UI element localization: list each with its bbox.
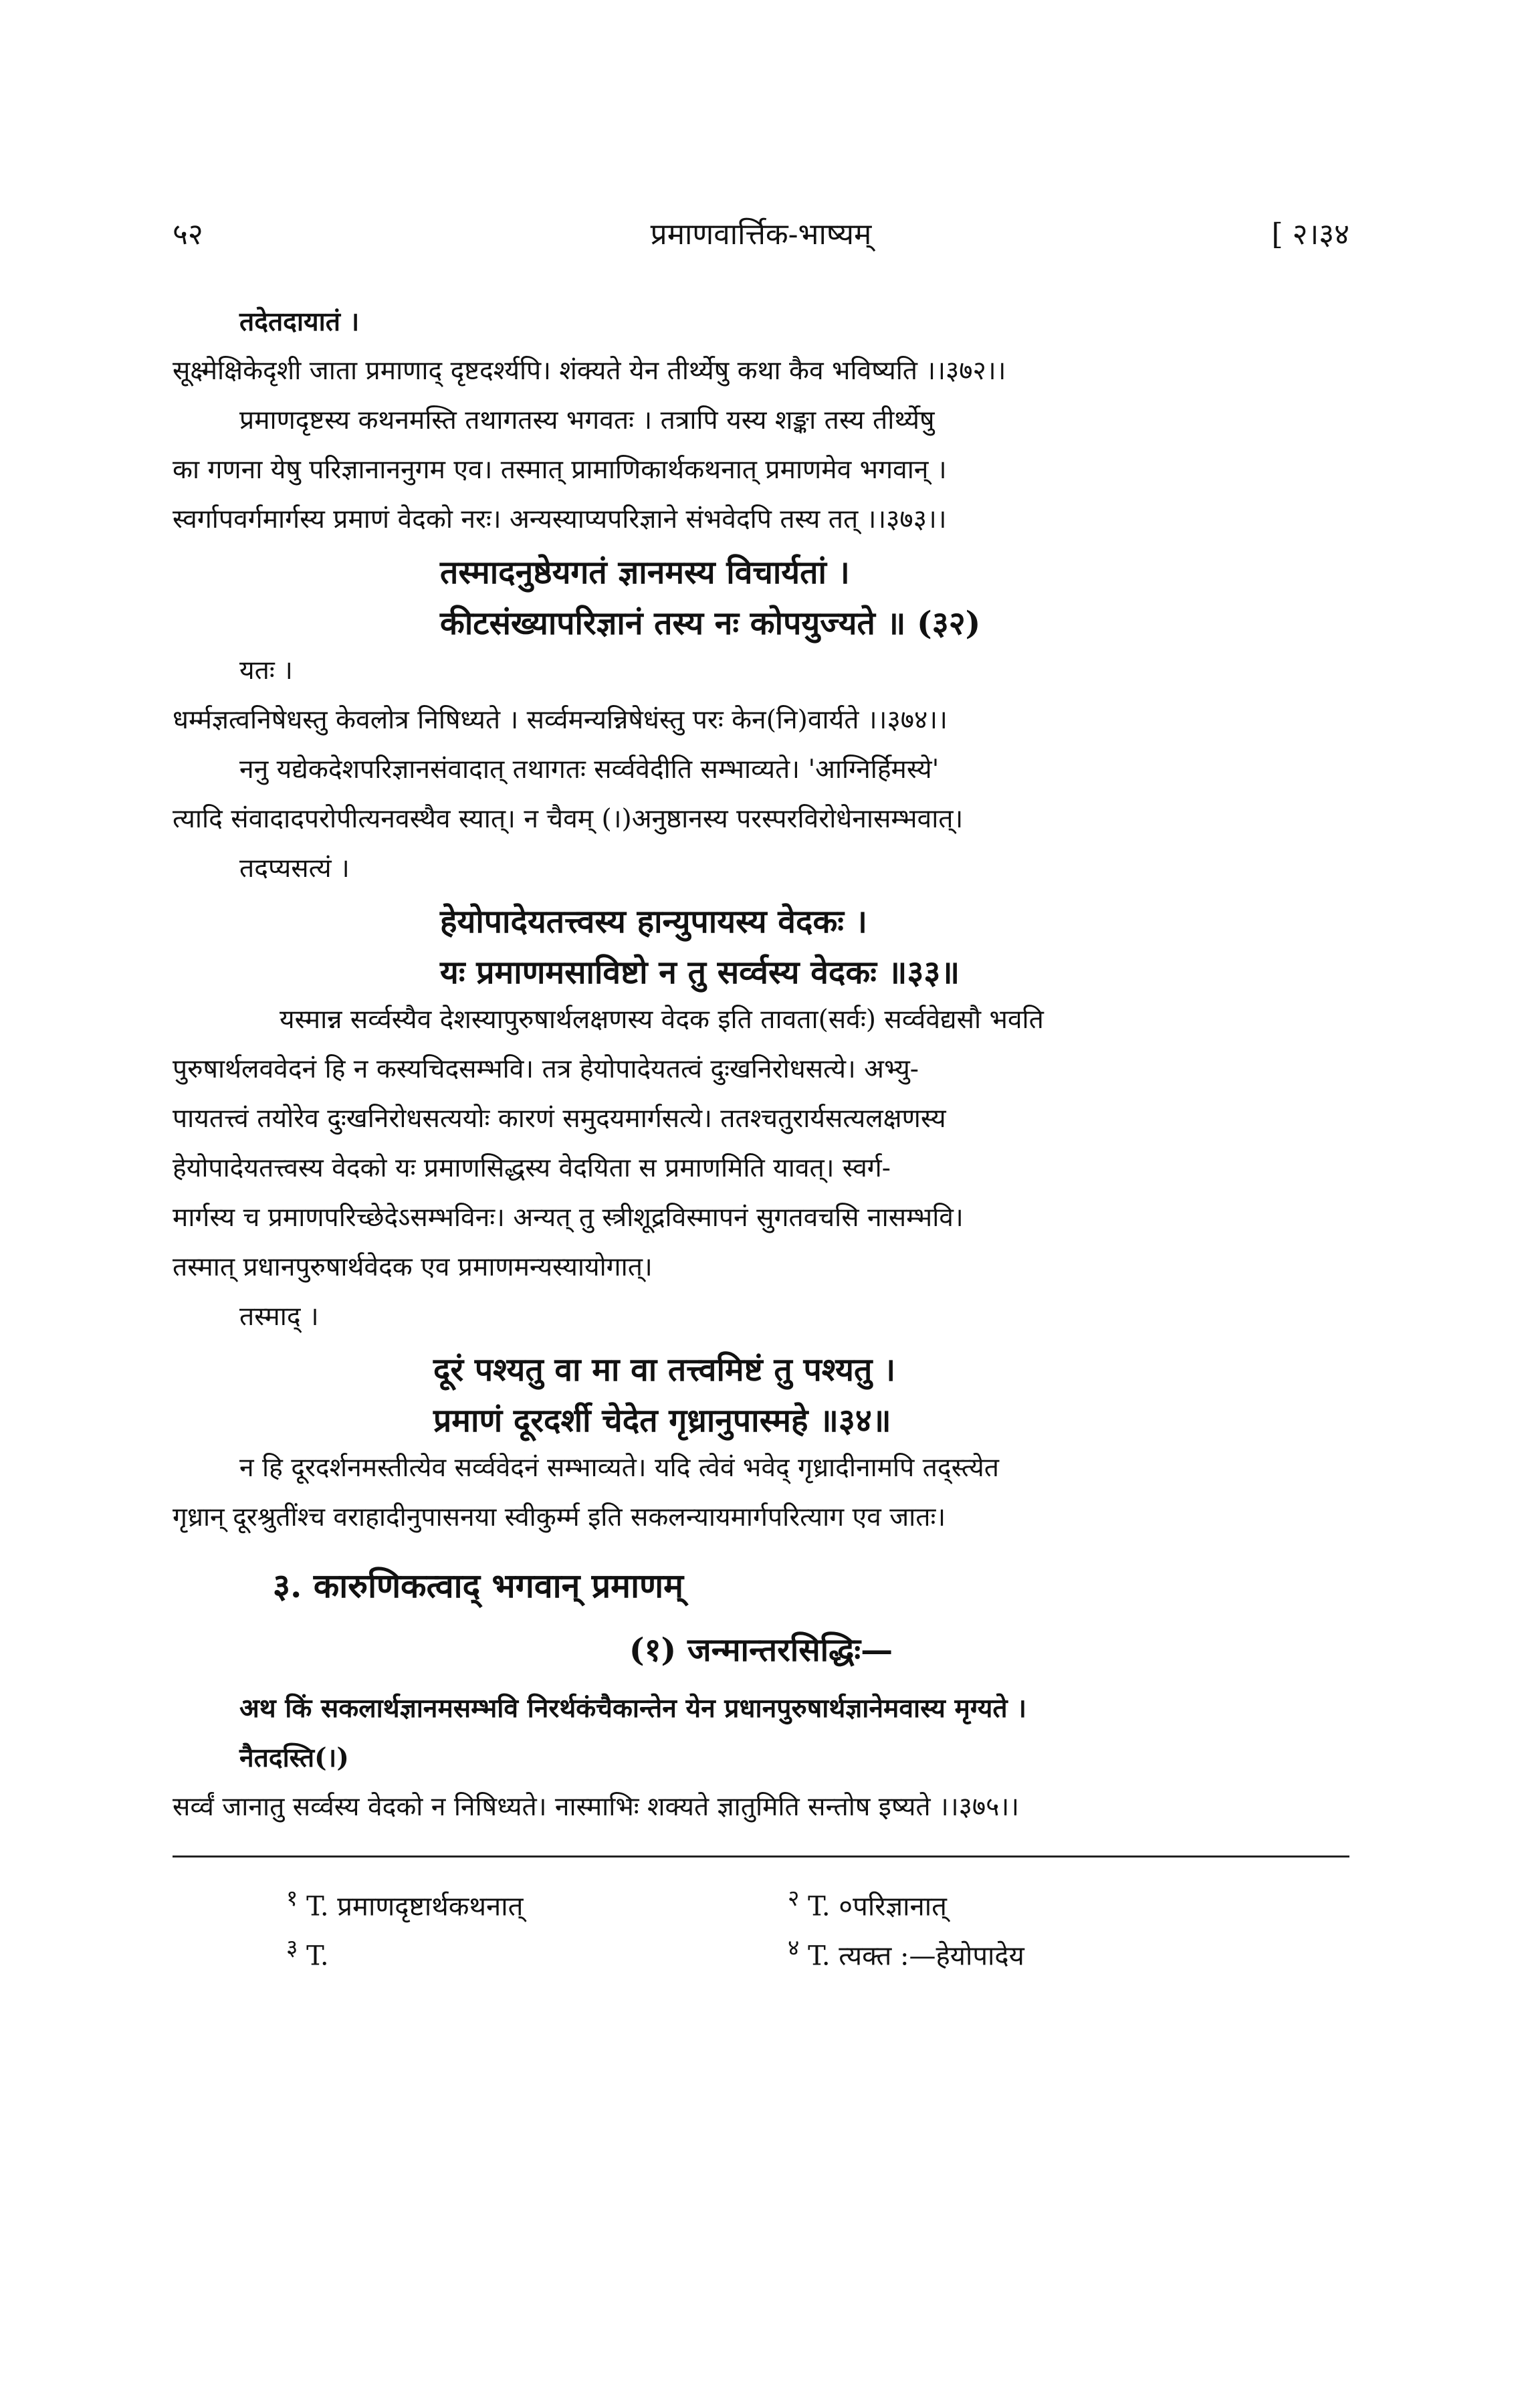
footnote-mark: ४ (788, 1934, 800, 1961)
page-body (173, 304, 1349, 1977)
verse-line: स्वर्गापवर्गमार्गस्य प्रमाणं वेदको नरः। अन्यस्याप्यपरिज्ञाने संभवेदपि तस्य तत् ।।३७३।। (173, 504, 947, 534)
karika-line: हेयोपादेयतत्त्वस्य हान्युपायस्य वेदकः । (440, 903, 867, 940)
text-line: यतः । (239, 656, 293, 686)
text-line: गृध्रान् दूरश्रुतींश्च वराहादीनुपासनया स्वीकुर्म्म इति सकलन्यायमार्गपरित्याग एव जातः। (173, 1502, 946, 1532)
verse-line: सर्व्वं जानातु सर्व्वस्य वेदको न निषिध्यते। नास्माभिः शक्यते ज्ञातुमिति सन्तोष इष्यते ।।३७५।। (173, 1792, 1020, 1822)
section-ref: [ २।३४ (1271, 217, 1349, 252)
karika-line: यः प्रमाणमसाविष्टो न तु सर्व्वस्य वेदकः ॥३३॥ (440, 954, 960, 991)
text-line: तस्माद् । (239, 1302, 319, 1332)
footnote (788, 1878, 1256, 1927)
footnote (286, 1927, 788, 1977)
subsection-heading: (१) जन्मान्तरसिद्धिः— (629, 1631, 893, 1669)
page-title: प्रमाणवार्त्तिक-भाष्यम् (650, 217, 872, 252)
page-number: ५२ (173, 217, 203, 252)
text-line: पुरुषार्थलववेदनं हि न कस्यचिदसम्भवि। तत्र हेयोपादेयतत्वं दुःखनिरोधसत्ये। अभ्यु- (173, 1054, 919, 1084)
text-line: यस्मान्न सर्व्वस्यैव देशस्यापुरुषार्थलक्षणस्य वेदक इति तावता(सर्वः) सर्व्ववेद्यसौ भवति (280, 1005, 1044, 1035)
text-line: मार्गस्य च प्रमाणपरिच्छेदेऽसम्भविनः। अन्यत् तु स्त्रीशूद्रविस्मापनं सुगतवचसि नासम्भवि। (173, 1203, 964, 1233)
verse-line: धर्म्मज्ञत्वनिषेधस्तु केवलोत्र निषिध्यते । सर्व्वमन्यन्निषेधंस्तु परः केन(नि)वार्यते ।।३७४।। (173, 705, 948, 735)
footnote-divider (173, 1855, 1349, 1858)
footnote (286, 1878, 788, 1927)
text-line: तस्मात् प्रधानपुरुषार्थवेदक एव प्रमाणमन्यस्यायोगात्। (173, 1252, 653, 1282)
footnote-text: T. (306, 1940, 329, 1972)
text-line: तदप्यसत्यं । (239, 854, 350, 884)
text-line: का गणना येषु परिज्ञानाननुगम एव। तस्मात् प्रामाणिकार्थकथनात् प्रमाणमेव भगवान् । (173, 455, 947, 485)
footnote (788, 1927, 1256, 1977)
footnote-text: T. त्यक्त :—हेयोपादेय (808, 1940, 1024, 1972)
footnote-text: T. प्रमाणदृष्टार्थकथनात् (306, 1891, 524, 1922)
text-line: त्यादि संवादादपरोपीत्यनवस्थैव स्यात्। न चैवम् (।)अनुष्ठानस्य परस्परविरोधेनासम्भवात्। (173, 804, 964, 834)
footnote-mark: ३ (286, 1934, 298, 1961)
footnote-mark: १ (286, 1885, 298, 1911)
section-heading: ३. कारुणिकत्वाद् भगवान् प्रमाणम् (273, 1566, 684, 1605)
footnote-mark: २ (788, 1885, 800, 1911)
text-line: ननु यद्येकदेशपरिज्ञानसंवादात् तथागतः सर्व्ववेदीति सम्भाव्यते। 'आग्निर्हिमस्ये' (239, 755, 940, 785)
text-line: हेयोपादेयतत्त्वस्य वेदको यः प्रमाणसिद्धस्य वेदयिता स प्रमाणमिति यावत्। स्वर्ग- (173, 1153, 891, 1183)
text-line: नैतदस्ति(।) (239, 1742, 349, 1773)
footnotes (173, 1878, 1349, 1977)
verse-line: सूक्ष्मेक्षिकेदृशी जाता प्रमाणाद् दृष्टदर्श्यपि। शंक्यते येन तीर्थ्येषु कथा कैव भविष्यति ।।३७२।। (173, 356, 1006, 386)
karika-line: प्रमाणं दूरदर्शी चेदेत गृध्रानुपास्महे ॥३४॥ (433, 1402, 891, 1439)
text-line: न हि दूरदर्शनमस्तीत्येव सर्व्ववेदनं सम्भाव्यते। यदि त्वेवं भवेद् गृध्रादीनामपि तद्स्त्येत (239, 1453, 999, 1483)
footnote-text: T. ०परिज्ञानात् (808, 1891, 947, 1922)
karika-line: तस्मादनुष्ठेयगतं ज्ञानमस्य विचार्यतां । (440, 554, 850, 591)
text-line: अथ किं सकलार्थज्ञानमसम्भवि निरर्थकंचैकान्तेन येन प्रधानपुरुषार्थज्ञानेमवास्य मृग्यते । (239, 1693, 1026, 1724)
karika-line: कीटसंख्यापरिज्ञानं तस्य नः कोपयुज्यते ॥ (३२) (440, 605, 981, 642)
karika-line: दूरं पश्यतु वा मा वा तत्त्वमिष्टं तु पश्यतु । (433, 1351, 896, 1389)
text-line: तदेतदायातं । (239, 306, 360, 337)
text-line: पायतत्त्वं तयोरेव दुःखनिरोधसत्ययोः कारणं समुदयमार्गसत्ये। ततश्चतुरार्यसत्यलक्षणस्य (173, 1104, 946, 1134)
text-line: प्रमाणदृष्टस्य कथनमस्ति तथागतस्य भगवतः । तत्रापि यस्य शङ्का तस्य तीर्थ्येषु (239, 405, 935, 435)
page-header (173, 213, 1349, 266)
